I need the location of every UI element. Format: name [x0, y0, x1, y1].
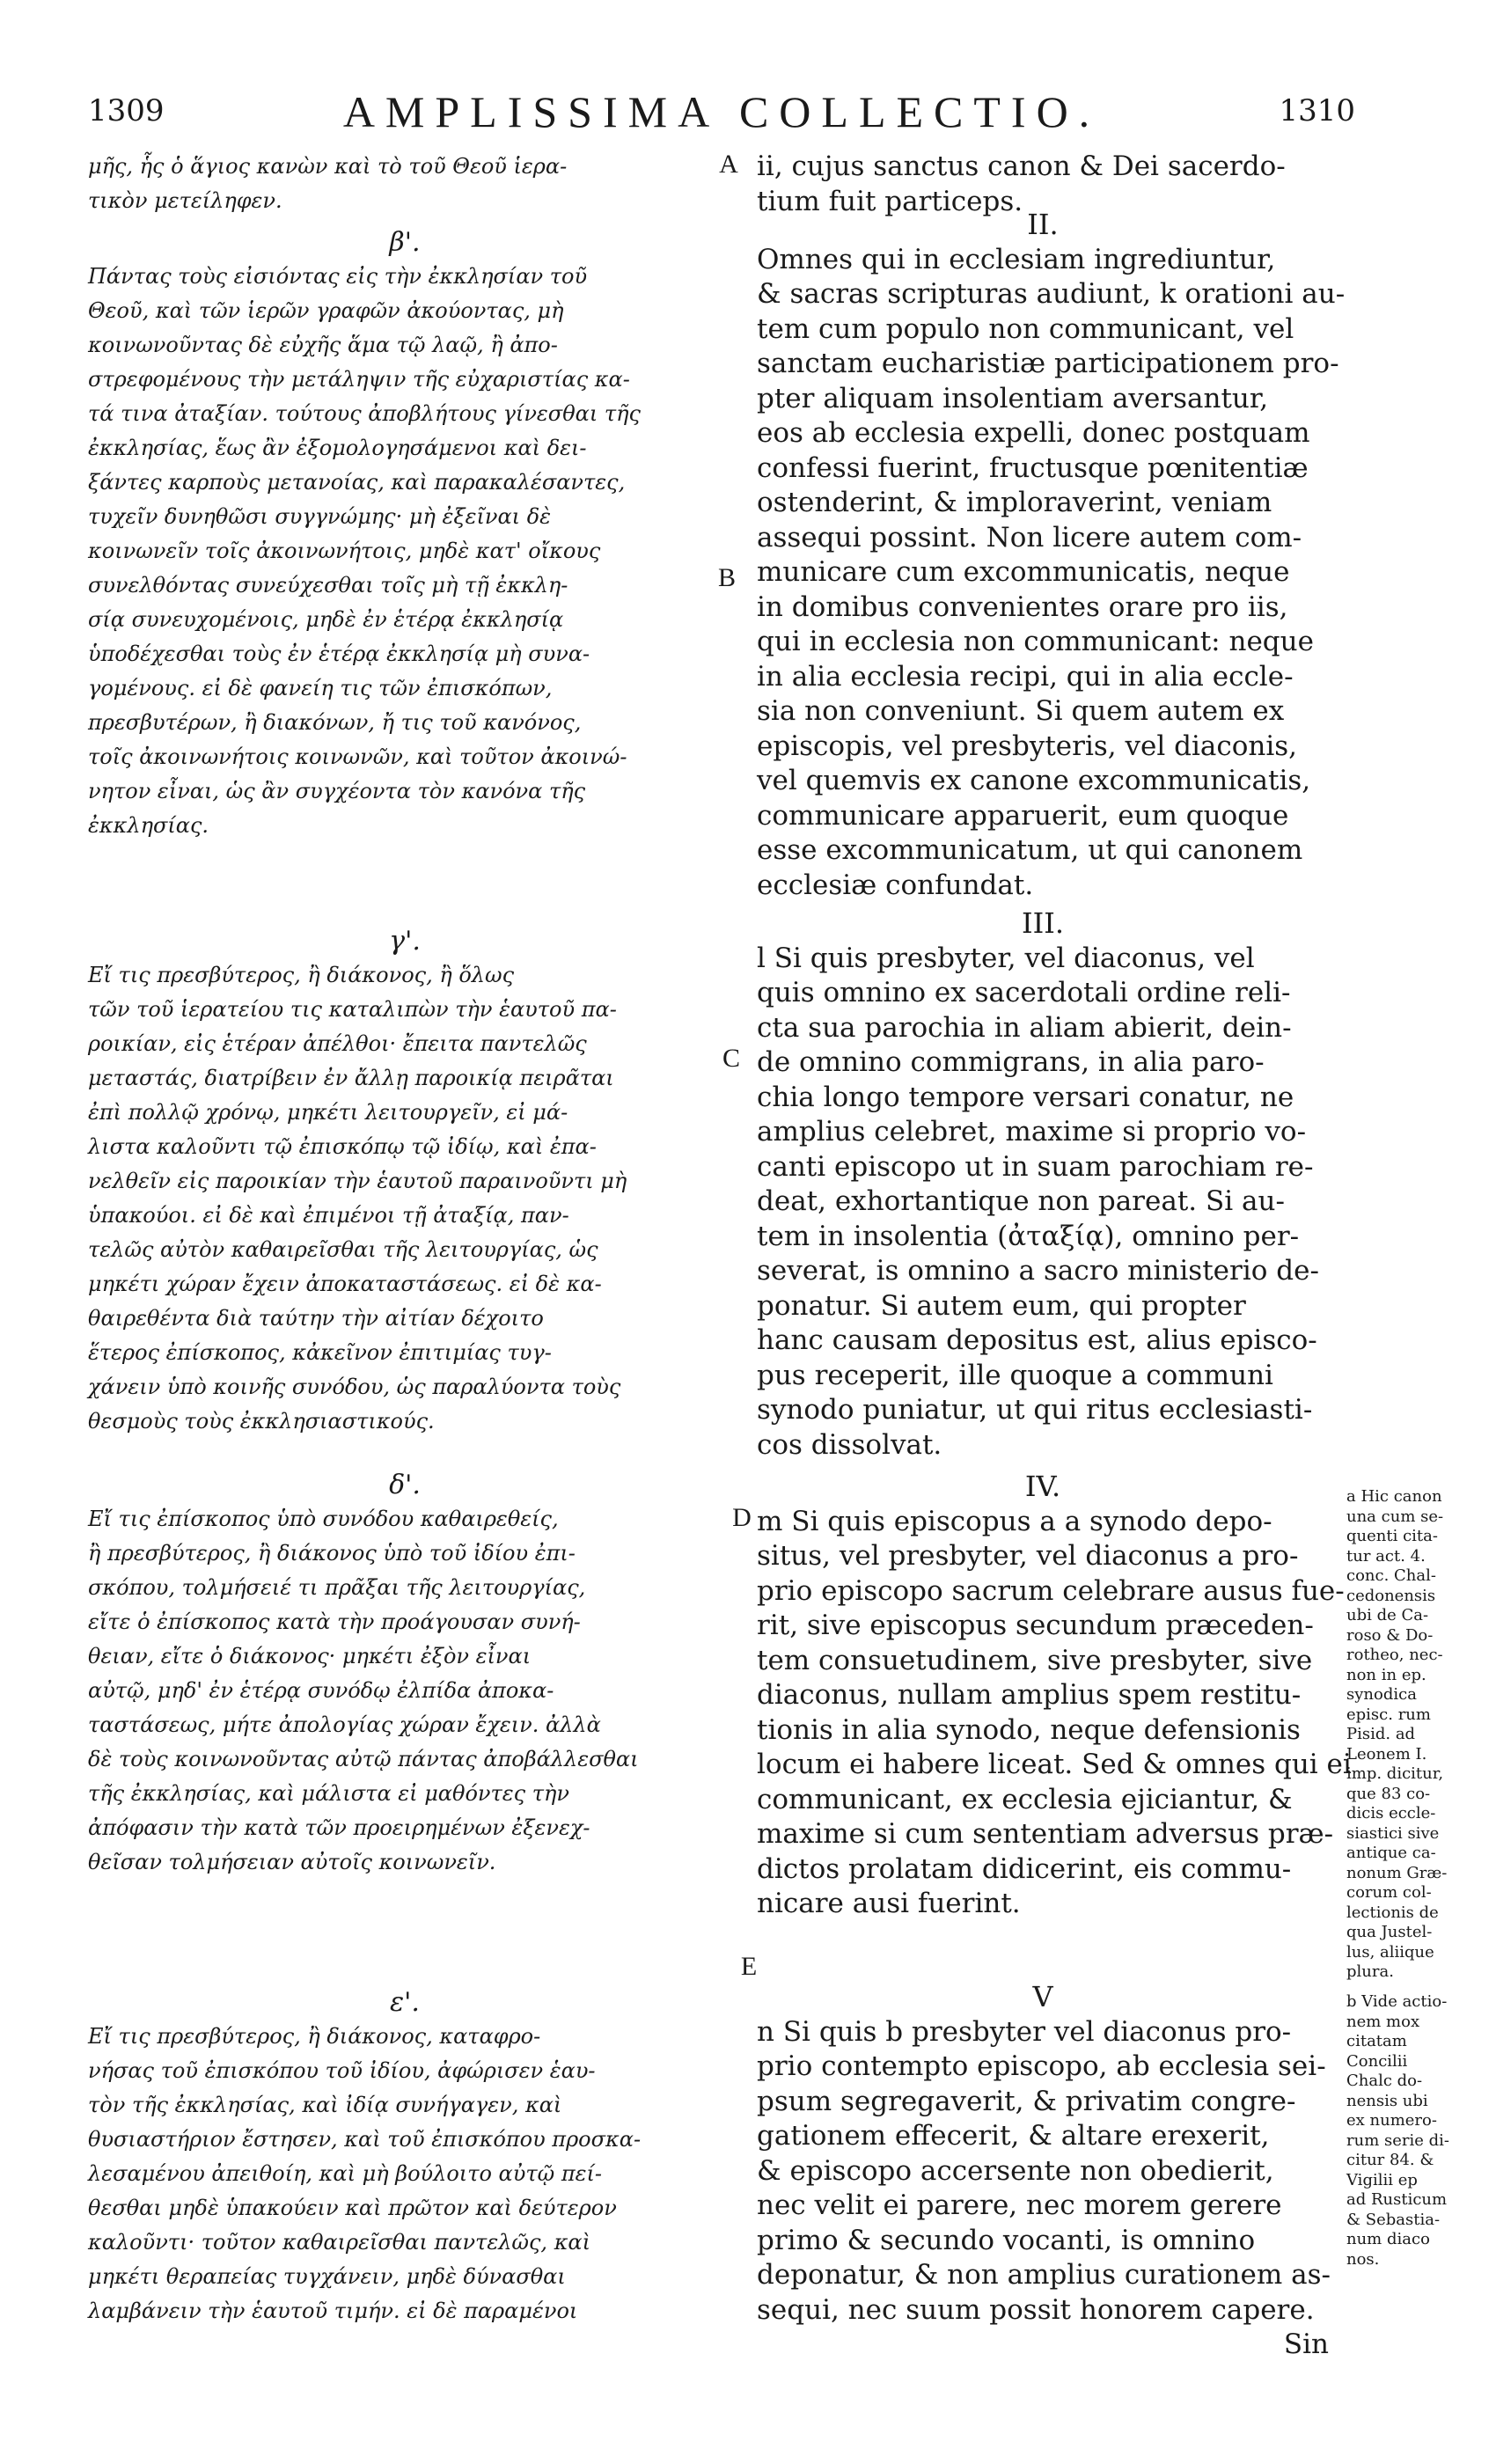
note-line: conc. Chal-: [1346, 1566, 1436, 1585]
text-line: τῶν τοῦ ἱερατείου τις καταλιπὼν τὴν ἑαυτοῦ πα-: [88, 997, 617, 1022]
canon-heading: γ'.: [389, 926, 421, 957]
note-line: dicis eccle-: [1346, 1804, 1436, 1822]
text-line: & episcopo accersente non obedierit,: [757, 2154, 1274, 2187]
text-line: locum ei habere liceat. Sed & omnes qui ei: [757, 1749, 1352, 1780]
text-line: maxime si cum sententiam adversus præ-: [757, 1818, 1334, 1850]
text-line: deat, exhortantique non pareat. Si au-: [757, 1185, 1285, 1217]
text-line: πρεσβυτέρων, ἢ διακόνων, ἤ τις τοῦ κανόνος,: [88, 710, 582, 735]
text-line: communicant, ex ecclesia ejiciantur, &: [757, 1783, 1293, 1815]
text-line: τὸν τῆς ἐκκλησίας, καὶ ἰδίᾳ συνήγαγεν, καὶ: [88, 2093, 562, 2117]
text-line: esse excommunicatum, ut qui canonem: [757, 834, 1303, 866]
text-line: nicare ausi fuerint.: [757, 1888, 1021, 1919]
canon-heading: V: [1032, 1980, 1053, 2013]
note-line: citur 84. &: [1346, 2151, 1434, 2169]
text-line: Omnes qui in ecclesiam ingrediuntur,: [757, 243, 1276, 275]
text-line: στρεφομένους τὴν μετάληψιν τῆς εὐχαριστίας κα-: [88, 367, 630, 392]
text-line: confessi fuerint, fructusque pœnitentiæ: [757, 451, 1309, 484]
text-line: pus receperit, ille quoque a communi: [757, 1359, 1273, 1391]
margin-marker-c: C: [722, 1044, 740, 1073]
margin-note-b: [1346, 1992, 1478, 2270]
latin-canon-3: [757, 906, 1329, 1463]
page-header: [88, 86, 1355, 139]
text-line: sanctam eucharistiæ participationem pro-: [757, 348, 1339, 379]
text-line: n Si quis b presbyter vel diaconus pro-: [757, 2015, 1292, 2048]
greek-canon-2: [88, 225, 722, 843]
text-line: ecclesiæ confundat.: [757, 869, 1034, 901]
text-line: ἐπὶ πολλῷ χρόνῳ, μηκέτι λειτουργεῖν, εἰ μά-: [88, 1100, 568, 1125]
text-line: pter aliquam insolentiam aversantur,: [757, 382, 1269, 414]
greek-canon-5: [88, 1985, 722, 2328]
note-line: lus, aliique: [1346, 1942, 1434, 1962]
text-line: de omnino commigrans, in alia paro-: [757, 1046, 1265, 1078]
note-line: que 83 co-: [1346, 1784, 1431, 1803]
note-line: non in ep.: [1346, 1665, 1426, 1684]
text-line: κοινωνεῖν τοῖς ἀκοινωνήτοις, μηδὲ κατ' οἴκους: [88, 539, 601, 563]
text-line: νητον εἶναι, ὡς ἂν συγχέοντα τὸν κανόνα τῆς: [88, 779, 586, 803]
note-line: rotheo, nec-: [1346, 1646, 1443, 1664]
page-number-left: 1309: [88, 93, 165, 128]
note-line: ad Rusticum: [1346, 2190, 1448, 2209]
text-line: ἢ πρεσβύτερος, ἢ διάκονος ὑπὸ τοῦ ἰδίου ἐπι-: [88, 1541, 576, 1566]
note-line: Leonem I.: [1346, 1744, 1427, 1764]
text-line: municare cum excommunicatis, neque: [757, 556, 1290, 588]
text-line: tem cum populo non communicant, vel: [757, 312, 1294, 345]
note-line: citatam: [1346, 2032, 1407, 2050]
text-line: αὐτῷ, μηδ' ἐν ἑτέρᾳ συνόδῳ ἐλπίδα ἀποκα-: [88, 1678, 554, 1703]
note-line: ubi de Ca-: [1346, 1606, 1429, 1624]
text-line: eos ab ecclesia expelli, donec postquam: [757, 417, 1310, 449]
canon-heading: δ'.: [389, 1470, 421, 1500]
note-line: episc. rum: [1346, 1705, 1431, 1724]
note-line: & Sebastia-: [1346, 2210, 1441, 2229]
text-line: καλοῦντι· τοῦτον καθαιρεῖσθαι παντελῶς, καὶ: [88, 2230, 591, 2255]
text-line: ἕτερος ἐπίσκοπος, κἀκεῖνον ἐπιτιμίας τυγ-: [88, 1340, 552, 1365]
text-line: gationem effecerit, & altare erexerit,: [757, 2120, 1270, 2152]
note-line: ex numero-: [1346, 2111, 1437, 2130]
text-line: τῆς ἐκκλησίας, καὶ μάλιστα εἰ μαθόντες τὴν: [88, 1781, 569, 1806]
text-line: λαμβάνειν τὴν ἑαυτοῦ τιμήν. εἰ δὲ παραμένοι: [88, 2299, 578, 2323]
text-line: ponatur. Si autem eum, qui propter: [757, 1289, 1246, 1322]
note-line: plura.: [1346, 1962, 1394, 1981]
note-line: una cum se-: [1346, 1507, 1444, 1526]
text-line: ἐκκλησίας, ἕως ἂν ἐξομολογησάμενοι καὶ δει-: [88, 436, 587, 460]
text-line: tem in insolentia (ἀταξίᾳ), omnino per-: [757, 1220, 1300, 1252]
text-line: primo & secundo vocanti, is omnino: [757, 2224, 1256, 2256]
text-line: cta sua parochia in aliam abierit, dein-: [757, 1011, 1292, 1044]
text-line: νήσας τοῦ ἐπισκόπου τοῦ ἰδίου, ἀφώρισεν ἑαυ-: [88, 2058, 596, 2083]
text-line: assequi possint. Non licere autem com-: [757, 521, 1302, 554]
text-line: in alia ecclesia recipi, qui in alia eccle-: [757, 660, 1294, 693]
note-line: corum col-: [1346, 1883, 1432, 1902]
note-line: imp. dicitur,: [1346, 1764, 1444, 1783]
note-line: nos.: [1346, 2249, 1380, 2269]
canon-heading: IV.: [1024, 1470, 1061, 1503]
text-line: communicare apparuerit, eum quoque: [757, 799, 1289, 832]
text-line: prio episcopo sacrum celebrare ausus fue-: [757, 1574, 1345, 1607]
margin-marker-e: E: [740, 1952, 758, 1981]
note-line: roso & Do-: [1346, 1625, 1434, 1645]
text-line: θεσθαι μηδὲ ὑπακούειν καὶ πρῶτον καὶ δεύτερον: [88, 2196, 617, 2220]
note-line: lectionis de: [1346, 1903, 1439, 1922]
text-line: deponatur, & non amplius curationem as-: [757, 2259, 1331, 2291]
greek-top-fragment: [88, 150, 722, 218]
text-line: σίᾳ συνευχομένοις, μηδὲ ἐν ἑτέρᾳ ἐκκλησίᾳ: [88, 607, 564, 632]
greek-canon-4: [88, 1468, 722, 1880]
text-line: rit, sive episcopus secundum præceden-: [757, 1610, 1314, 1641]
text-line: μηκέτι θεραπείας τυγχάνειν, μηδὲ δύνασθαι: [88, 2264, 566, 2289]
text-line: ροικίαν, εἰς ἑτέραν ἀπέλθοι· ἔπειτα παντελῶς: [88, 1031, 587, 1056]
note-line: Concilii: [1346, 2051, 1408, 2071]
page-number-right: 1310: [1279, 93, 1355, 128]
note-line: qua Justel-: [1346, 1923, 1433, 1941]
text-line: diaconus, nullam amplius spem restitu-: [757, 1679, 1302, 1711]
text-line: cos dissolvat.: [757, 1428, 942, 1461]
text-line: vel quemvis ex canone excommunicatis,: [757, 765, 1311, 796]
text-line: τοῖς ἀκοινωνήτοις κοινωνῶν, καὶ τοῦτον ἀκοινώ-: [88, 744, 627, 769]
greek-canon-3: [88, 924, 722, 1439]
catchword: Sin: [1283, 2328, 1329, 2360]
text-line: ὑπακούοι. εἰ δὲ καὶ ἐπιμένοι τῇ ἀταξίᾳ, παν-: [88, 1203, 569, 1228]
text-line: χάνειν ὑπὸ κοινῆς συνόδου, ὡς παραλύοντα τοὺς: [88, 1375, 621, 1399]
text-line: τά τινα ἀταξίαν. τούτους ἀποβλήτους γίνεσθαι τῆς: [88, 401, 641, 426]
text-line: Εἴ τις πρεσβύτερος, ἢ διάκονος, καταφρο-: [88, 2024, 541, 2049]
latin-canon-5: [757, 1980, 1329, 2363]
note-line: quenti cita-: [1346, 1527, 1438, 1545]
text-line: τικὸν μετείληφεν.: [88, 188, 282, 213]
text-line: psum segregaverit, & privatim congre-: [757, 2085, 1296, 2117]
text-line: qui in ecclesia non communicant: neque: [757, 626, 1314, 657]
text-line: chia longo tempore versari conatur, ne: [757, 1081, 1294, 1113]
text-line: episcopis, vel presbyteris, vel diaconis,: [757, 730, 1298, 762]
canon-heading: III.: [1021, 906, 1065, 940]
text-line: ἀπόφασιν τὴν κατὰ τῶν προειρημένων ἐξενεχ-: [88, 1815, 590, 1840]
text-line: Θεοῦ, καὶ τῶν ἱερῶν γραφῶν ἀκούοντας, μὴ: [88, 298, 564, 323]
text-line: tium fuit particeps.: [757, 185, 1023, 217]
text-line: συνελθόντας συνεύχεσθαι τοῖς μὴ τῇ ἐκκλη-: [88, 573, 568, 598]
note-line: siastici sive: [1346, 1823, 1440, 1843]
text-line: nec velit ei parere, nec morem gerere: [757, 2189, 1282, 2221]
note-line: Vigilii ep: [1346, 2170, 1418, 2189]
text-line: ἐκκλησίας.: [88, 813, 209, 838]
text-line: sia non conveniunt. Si quem autem ex: [757, 695, 1285, 727]
text-line: θυσιαστήριον ἔστησεν, καὶ τοῦ ἐπισκόπου προσκα-: [88, 2127, 642, 2152]
text-line: dictos prolatam didicerint, eis commu-: [757, 1852, 1292, 1885]
latin-canon-2: [757, 208, 1346, 903]
margin-note-a: [1346, 1487, 1478, 1983]
text-line: synodo puniatur, ut qui ritus ecclesiasti-: [757, 1394, 1313, 1426]
note-line: Pisid. ad: [1346, 1725, 1416, 1743]
text-line: in domibus convenientes orare pro iis,: [757, 590, 1288, 623]
text-line: Εἴ τις πρεσβύτερος, ἢ διάκονος, ἢ ὅλως: [88, 963, 515, 987]
text-line: severat, is omnino a sacro ministerio de-: [757, 1255, 1319, 1287]
text-line: θεσμοὺς τοὺς ἐκκλησιαστικούς.: [88, 1409, 435, 1434]
note-line: nem mox: [1346, 2012, 1420, 2031]
text-line: m Si quis episcopus a a synodo depo-: [757, 1505, 1272, 1537]
text-line: ξάντες καρποὺς μετανοίας, καὶ παρακαλέσαντες,: [88, 470, 626, 495]
text-line: prio contempto episcopo, ab ecclesia sei-: [757, 2050, 1326, 2082]
text-line: ὑποδέχεσθαι τοὺς ἐν ἑτέρᾳ ἐκκλησίᾳ μὴ συνα-: [88, 642, 590, 666]
text-line: λεσαμένου ἀπειθοίη, καὶ μὴ βούλοιτο αὐτῷ πεί-: [88, 2161, 603, 2186]
text-line: tem consuetudinem, sive presbyter, sive: [757, 1644, 1313, 1676]
canon-heading: β'.: [389, 227, 421, 258]
text-line: μῆς, ἧς ὁ ἅγιος κανὼν καὶ τὸ τοῦ Θεοῦ ἱερα-: [88, 154, 568, 179]
canon-heading: II.: [1027, 208, 1059, 241]
margin-marker-d: D: [732, 1503, 752, 1532]
note-line: num diaco: [1346, 2230, 1430, 2248]
text-line: amplius celebret, maxime si proprio vo-: [757, 1116, 1307, 1148]
text-line: κοινωνοῦντας δὲ εὐχῆς ἅμα τῷ λαῷ, ἢ ἀπο-: [88, 333, 558, 357]
text-line: Εἴ τις ἐπίσκοπος ὑπὸ συνόδου καθαιρεθείς,: [88, 1507, 559, 1531]
note-line: Chalc do-: [1346, 2072, 1423, 2090]
margin-marker-a: A: [719, 150, 738, 179]
text-line: hanc causam depositus est, alius episco-: [757, 1324, 1317, 1356]
text-line: situs, vel presbyter, vel diaconus a pro-: [757, 1540, 1299, 1572]
running-title: AMPLISSIMA COLLECTIO.: [342, 87, 1101, 136]
text-line: σκόπου, τολμήσειέ τι πρᾶξαι τῆς λειτουργίας,: [88, 1575, 586, 1600]
canon-heading: ε'.: [390, 1987, 420, 2018]
text-line: γομένους. εἰ δὲ φανείη τις τῶν ἐπισκόπων,: [88, 676, 553, 700]
text-line: tionis in alia synodo, neque defensionis: [757, 1713, 1301, 1746]
text-line: νελθεῖν εἰς παροικίαν τὴν ἑαυτοῦ παραινοῦντι μὴ: [88, 1169, 627, 1193]
note-line: b Vide actio-: [1346, 1992, 1448, 2011]
text-line: λιστα καλοῦντι τῷ ἐπισκόπῳ τῷ ἰδίῳ, καὶ ἐπα-: [88, 1134, 597, 1159]
latin-canon-4: [757, 1470, 1352, 1922]
note-line: a Hic canon: [1346, 1487, 1442, 1506]
text-line: μηκέτι χώραν ἔχειν ἀποκαταστάσεως. εἰ δὲ κα-: [88, 1272, 602, 1296]
note-line: nensis ubi: [1346, 2091, 1428, 2110]
text-line: sequi, nec suum possit honorem capere.: [757, 2293, 1315, 2326]
note-line: antique ca-: [1346, 1844, 1436, 1862]
text-line: ταστάσεως, μήτε ἀπολογίας χώραν ἔχειν. ἀλλὰ: [88, 1712, 601, 1737]
text-line: τυχεῖν δυνηθῶσι συγγνώμης· μὴ ἐξεῖναι δὲ: [88, 504, 552, 529]
text-line: μεταστάς, διατρίβειν ἐν ἄλλῃ παροικίᾳ πειρᾶται: [88, 1066, 614, 1090]
text-line: quis omnino ex sacerdotali ordine reli-: [757, 977, 1291, 1008]
text-line: εἴτε ὁ ἐπίσκοπος κατὰ τὴν προάγουσαν συνή-: [88, 1610, 581, 1634]
margin-marker-b: B: [717, 563, 736, 592]
text-line: & sacras scripturas audiunt, k orationi au-: [757, 278, 1346, 310]
text-line: τελῶς αὐτὸν καθαιρεῖσθαι τῆς λειτουργίας, ὡς: [88, 1237, 598, 1262]
note-line: nonum Græ-: [1346, 1863, 1448, 1882]
text-line: θεῖσαν τολμήσειαν αὐτοῖς κοινωνεῖν.: [88, 1850, 496, 1874]
text-line: Πάντας τοὺς εἰσιόντας εἰς τὴν ἐκκλησίαν τοῦ: [88, 264, 588, 289]
text-line: ii, cujus sanctus canon & Dei sacerdo-: [757, 150, 1286, 182]
note-line: synodica: [1346, 1685, 1417, 1704]
text-line: θειαν, εἴτε ὁ διάκονος· μηκέτι ἐξὸν εἶναι: [88, 1644, 532, 1668]
text-line: θαιρεθέντα διὰ ταύτην τὴν αἰτίαν δέχοιτο: [88, 1306, 544, 1331]
text-line: l Si quis presbyter, vel diaconus, vel: [757, 942, 1255, 974]
text-line: δὲ τοὺς κοινωνοῦντας αὐτῷ πάντας ἀποβάλλεσθαι: [88, 1747, 639, 1771]
note-line: rum serie di-: [1346, 2130, 1449, 2150]
note-line: tur act. 4.: [1346, 1546, 1426, 1566]
text-line: canti episcopo ut in suam parochiam re-: [757, 1150, 1314, 1183]
text-line: ostenderint, & imploraverint, veniam: [757, 487, 1272, 518]
note-line: cedonensis: [1346, 1586, 1436, 1605]
